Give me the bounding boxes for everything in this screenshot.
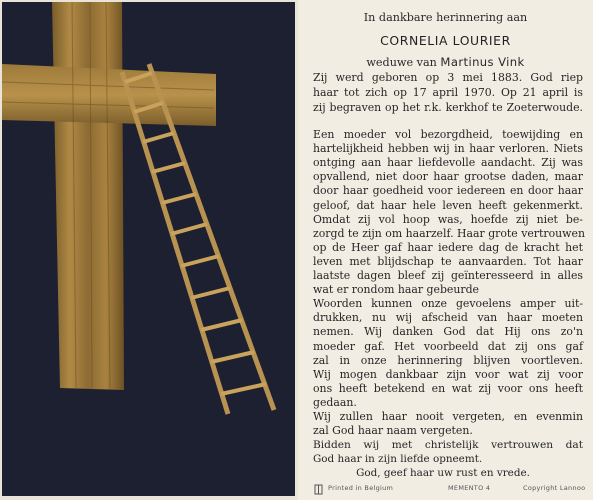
text-line: leven met blijdschap te aanvaarden. Tot haar (313, 254, 583, 268)
widow-line (298, 55, 593, 69)
text-line: wat er rondom haar gebeurde (313, 283, 479, 297)
text-line: nemen. Wij danken God dat Hij ons zo'n (313, 325, 583, 339)
cross-horizontal-beam (2, 64, 216, 126)
text-line: door haar goedheid voor iedereen en door haar (313, 184, 583, 198)
publisher-logo-icon (314, 484, 323, 497)
dedication-line: In dankbare herinnering aan (363, 11, 528, 24)
deceased-name: CORNELIA LOURIER (380, 33, 511, 48)
text-line: geloof, dat haar hele leven heeft gekenmerkt. (313, 198, 583, 212)
text-line: moeder gaf. Het voorbeeld dat zij ons gaf (313, 339, 583, 353)
text-line: ons heeft betekend en wat zij voor ons heeft (313, 381, 583, 395)
copyright-label: Copyright Lannoo (523, 484, 586, 492)
text-line: Woorden kunnen onze gevoelens amper uit- (313, 297, 583, 311)
text-line: hartelijkheid hebben wij in haar verloren. Niets (313, 142, 583, 156)
text-line: Omdat zij vol hoop was, hoefde zij niet be- (313, 212, 583, 226)
text-line: laatste dagen bleef zij geïnteresseerd in alles (313, 269, 583, 282)
text-line: zal in onze herinnering blijven voortleven. (313, 353, 583, 367)
text-line: opvallend, niet door haar grootse daden, maar (313, 170, 583, 184)
text-line: ontging aan haar liefdevolle aandacht. Zij was (313, 156, 583, 170)
text-line: op de Heer gaf haar iedere dag de kracht het (313, 240, 583, 254)
text-line: Wij mogen dankbaar zijn voor wat zij voor (313, 367, 583, 381)
cross-ladder-image (2, 2, 295, 496)
text-line: zorgd te zijn om haarzelf. Haar grote vertrouwen (313, 226, 585, 240)
text-line: God haar in zijn liefde opneemt. (313, 453, 483, 466)
bio-line: haar tot zich op 17 april 1970. Op 21 april is (313, 86, 583, 99)
widow-prefix: weduwe van (366, 56, 437, 69)
memento-label: MEMENTO 4 (448, 484, 491, 492)
printed-in-label: Printed in Belgium (328, 484, 394, 492)
text-line: drukken, nu wij afscheid van haar moeten (313, 311, 583, 325)
text-line: Bidden wij met christelijk vertrouwen dat (313, 439, 583, 452)
bio-line: Zij werd geboren op 3 mei 1883. God riep (313, 71, 583, 84)
cross-vertical-beam (52, 2, 124, 390)
bio-line: zij begraven op het r.k. kerkhof te Zoeterwoude. (313, 101, 583, 114)
husband-name: Martinus Vink (440, 55, 525, 69)
text-line: Wij zullen haar nooit vergeten, en evenmin (313, 410, 583, 423)
closing-prayer: God, geef haar uw rust en vrede. (356, 467, 530, 480)
text-line: zal God haar naam vergeten. (313, 424, 473, 438)
text-line: Een moeder vol bezorgdheid, toewijding en (313, 128, 583, 141)
text-line: gedaan. (313, 395, 357, 409)
cross-illustration (2, 2, 295, 496)
